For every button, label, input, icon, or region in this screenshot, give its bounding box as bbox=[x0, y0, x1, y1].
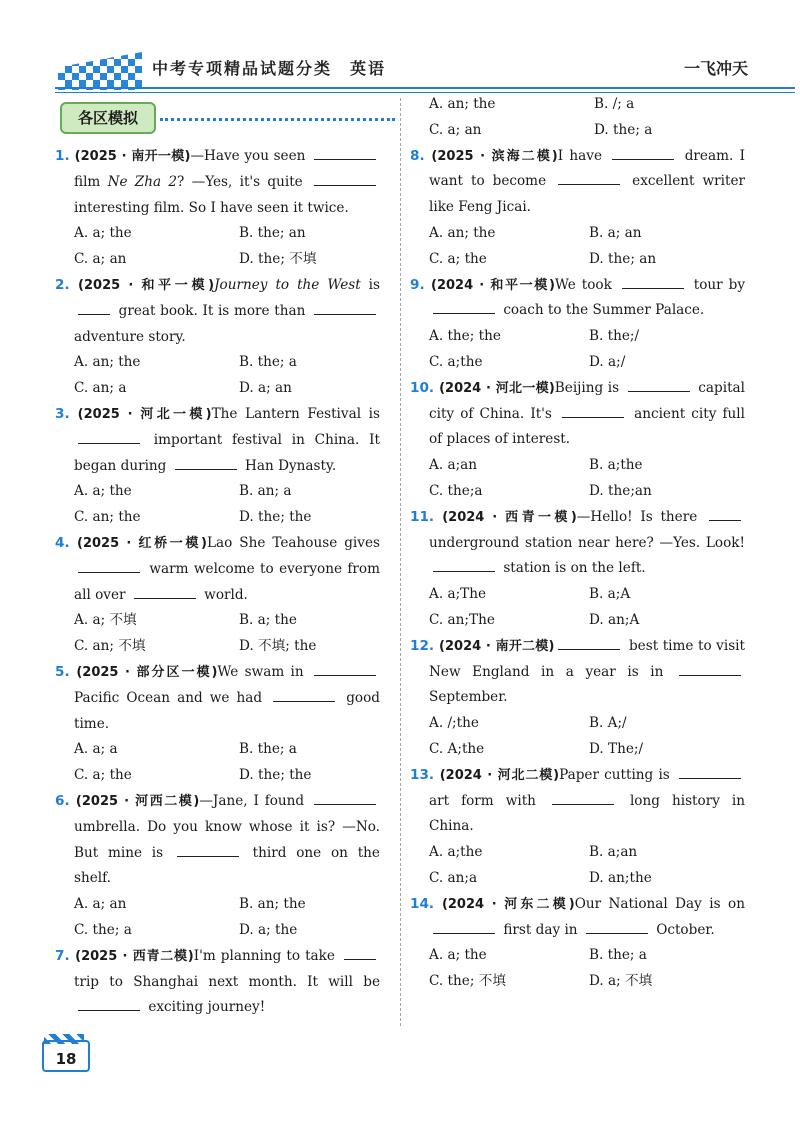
question-source: (2025 · 和平一模) bbox=[78, 277, 215, 293]
option-item: A. a; the bbox=[429, 947, 487, 964]
answer-blank bbox=[433, 570, 495, 572]
answer-blank bbox=[586, 932, 648, 934]
answer-blank bbox=[314, 674, 376, 676]
stem-text: Lao She Teahouse gives bbox=[207, 534, 380, 551]
option-item: C. the;a bbox=[429, 482, 483, 499]
answer-blank bbox=[314, 313, 376, 315]
page-header bbox=[40, 42, 768, 92]
answer-blank bbox=[562, 416, 624, 418]
question-source: (2024 · 南开二模) bbox=[439, 638, 555, 654]
option-item: D. the; an bbox=[589, 250, 657, 267]
book-title bbox=[152, 56, 386, 79]
answer-blank bbox=[344, 958, 376, 960]
options-grid bbox=[55, 350, 380, 402]
question-5 bbox=[55, 660, 380, 789]
option-item: D. the;an bbox=[589, 482, 652, 499]
stem-text: The Lantern Festival is bbox=[211, 405, 380, 422]
option-item: A. a;the bbox=[429, 844, 483, 861]
question-source: (2025 · 部分区一模) bbox=[76, 664, 218, 680]
column-divider bbox=[400, 98, 401, 1026]
answer-blank bbox=[558, 648, 620, 650]
stem-text: Han Dynasty. bbox=[240, 457, 337, 474]
stem-text: —Hello! Is there bbox=[576, 508, 705, 525]
option-item: A. an; the bbox=[429, 224, 496, 241]
stem-text: coach to the Summer Palace. bbox=[499, 302, 705, 319]
stem-text: first day in bbox=[499, 921, 582, 938]
question-number: 13. bbox=[410, 766, 440, 783]
stem-text: umbrella. Do you know whose it is? —No. But mine is bbox=[74, 818, 380, 861]
option-item: D. 不填; the bbox=[239, 638, 317, 655]
stem-text: trip to Shanghai next month. It will be bbox=[74, 973, 380, 990]
question-source: (2024 · 河北一模) bbox=[439, 380, 555, 396]
option-item: C. an; 不填 bbox=[74, 638, 146, 655]
options-grid bbox=[410, 453, 745, 505]
stem-text: interesting film. So I have seen it twice. bbox=[74, 199, 349, 216]
stem-text: Paper cutting is bbox=[559, 766, 675, 783]
option-item: B. a;A bbox=[589, 586, 631, 603]
option-item: C. a; the bbox=[74, 767, 132, 784]
option-item: D. an;the bbox=[589, 869, 652, 886]
question-source: (2025 · 河北一模) bbox=[77, 406, 212, 422]
answer-blank bbox=[78, 313, 110, 315]
option-item: C. an; the bbox=[74, 509, 141, 526]
question-number: 11. bbox=[410, 508, 443, 525]
question-13 bbox=[410, 763, 745, 892]
question-source: (2025 · 南开一模) bbox=[74, 149, 191, 164]
brand-logo: 一飞冲天 bbox=[683, 59, 748, 78]
answer-blank bbox=[175, 468, 237, 470]
question-14 bbox=[410, 892, 745, 995]
question-stem bbox=[55, 944, 380, 1021]
answer-blank bbox=[177, 855, 239, 857]
question-number: 10. bbox=[410, 379, 440, 396]
stem-text: Beijing is bbox=[554, 379, 624, 396]
stem-text: great book. It is more than bbox=[114, 302, 310, 319]
answer-blank bbox=[314, 803, 376, 805]
option-item: A. a; an bbox=[74, 896, 127, 913]
option-item: D. the; the bbox=[239, 767, 312, 784]
answer-blank bbox=[314, 158, 376, 160]
answer-blank bbox=[628, 390, 690, 392]
stem-text: film bbox=[74, 173, 108, 190]
options-grid bbox=[410, 840, 745, 892]
option-item: B. A;/ bbox=[589, 715, 627, 732]
answer-blank bbox=[78, 1009, 140, 1011]
stem-text: We took bbox=[554, 276, 618, 293]
option-item: A. the; the bbox=[429, 328, 501, 345]
section-dots bbox=[160, 108, 395, 121]
left-column bbox=[55, 144, 380, 1021]
option-item: D. the; 不填 bbox=[239, 251, 317, 268]
right-column bbox=[410, 92, 745, 995]
options-grid bbox=[410, 221, 745, 273]
options-grid bbox=[55, 221, 380, 273]
question-12 bbox=[410, 634, 745, 763]
option-item: D. the; the bbox=[239, 509, 312, 526]
stem-text: good time. bbox=[74, 689, 380, 732]
stem-text: I'm planning to take bbox=[193, 947, 341, 964]
answer-blank bbox=[622, 287, 684, 289]
stem-text: third one on the shelf. bbox=[74, 844, 380, 887]
stem-text: world. bbox=[199, 586, 248, 603]
answer-blank bbox=[552, 803, 614, 805]
option-item: B. an; the bbox=[239, 896, 306, 913]
option-item: C. an; a bbox=[74, 380, 127, 397]
question-source: (2025 · 西青二模) bbox=[75, 948, 194, 964]
option-item: D. The;/ bbox=[589, 740, 644, 757]
options-grid bbox=[410, 943, 745, 995]
stem-text: Ne Zha 2 bbox=[107, 173, 178, 190]
question-stem bbox=[55, 660, 380, 737]
option-item: B. a; an bbox=[589, 224, 642, 241]
options-grid bbox=[55, 608, 380, 660]
question-stem bbox=[410, 505, 745, 582]
option-item: A. a;The bbox=[429, 586, 487, 603]
answer-blank bbox=[612, 158, 674, 160]
question-3 bbox=[55, 402, 380, 531]
question-source: (2024 · 和平一模) bbox=[431, 277, 555, 293]
stem-text: ? —Yes, it's quite bbox=[177, 173, 310, 190]
stem-text: important festival in China. It began during bbox=[74, 431, 380, 474]
option-item: D. a; the bbox=[239, 921, 298, 938]
question-number: 1. bbox=[55, 148, 75, 164]
question-number: 5. bbox=[55, 663, 77, 680]
question-source: (2024 · 河东二模) bbox=[441, 896, 575, 912]
question-stem bbox=[55, 144, 380, 221]
options-grid bbox=[55, 892, 380, 944]
question-stem bbox=[410, 763, 745, 840]
answer-blank bbox=[78, 442, 140, 444]
answer-blank bbox=[709, 519, 741, 521]
option-item: B. an; a bbox=[239, 483, 292, 500]
question-stem bbox=[55, 789, 380, 892]
option-item: A. /;the bbox=[429, 715, 479, 732]
question-9 bbox=[410, 273, 745, 376]
stem-text: I have bbox=[557, 147, 609, 164]
question-stem bbox=[55, 531, 380, 608]
option-item: D. an;A bbox=[589, 611, 640, 628]
option-item: A. a;an bbox=[429, 457, 478, 474]
answer-blank bbox=[134, 597, 196, 599]
stem-text: station is on the left. bbox=[499, 560, 646, 577]
stem-text: long history in China. bbox=[429, 792, 745, 835]
checker-logo bbox=[58, 52, 142, 90]
question-6 bbox=[55, 789, 380, 944]
question-number: 6. bbox=[55, 792, 76, 809]
option-item: B. /; a bbox=[594, 96, 635, 112]
question-stem bbox=[55, 402, 380, 479]
stem-text: September. bbox=[429, 689, 508, 706]
option-item: C. an;The bbox=[429, 611, 495, 628]
question-number: 9. bbox=[410, 276, 431, 293]
option-item: C. a;the bbox=[429, 353, 483, 370]
option-item: C. a; an bbox=[74, 251, 127, 268]
stem-text: exciting journey! bbox=[144, 999, 266, 1016]
option-item: A. an; the bbox=[74, 354, 141, 371]
stem-text: excellent writer like Feng Jicai. bbox=[429, 173, 745, 216]
question-stem bbox=[410, 892, 745, 944]
series-title: 中考专项精品试题分类 bbox=[152, 59, 333, 78]
option-item: B. the; a bbox=[239, 354, 297, 371]
question-source: (2025 · 滨海二模) bbox=[431, 148, 558, 164]
options-grid bbox=[55, 737, 380, 789]
options-grid bbox=[410, 711, 745, 763]
question-source: (2024 · 西青一模) bbox=[442, 509, 577, 525]
section-tag: 各区模拟 bbox=[60, 102, 156, 134]
option-item: D. a; 不填 bbox=[589, 973, 653, 990]
options-grid bbox=[410, 324, 745, 376]
header-rule bbox=[55, 87, 795, 89]
option-item: C. the; 不填 bbox=[429, 973, 506, 990]
stem-text: capital city of China. It's bbox=[429, 379, 745, 422]
options-grid bbox=[55, 479, 380, 531]
stem-text: underground station near here? —Yes. Look! bbox=[429, 534, 745, 551]
option-item: A. a; 不填 bbox=[74, 612, 137, 629]
question-stem bbox=[410, 634, 745, 711]
subject-label: 英语 bbox=[350, 59, 387, 78]
page-number: 18 bbox=[42, 1040, 90, 1072]
question-11 bbox=[410, 505, 745, 634]
answer-blank bbox=[558, 183, 620, 185]
option-item: C. an;a bbox=[429, 869, 478, 886]
option-item: B. a;an bbox=[589, 844, 638, 861]
option-item: B. the; a bbox=[239, 741, 297, 758]
answer-blank bbox=[78, 571, 140, 573]
question-8 bbox=[410, 144, 745, 273]
option-item: C. a; an bbox=[429, 121, 482, 138]
question-7 bbox=[55, 944, 380, 1021]
question-number: 3. bbox=[55, 405, 78, 422]
option-item: D. a;/ bbox=[589, 353, 626, 370]
answer-blank bbox=[314, 184, 376, 186]
stem-text: warm welcome to everyone from all over bbox=[74, 560, 380, 603]
options-grid bbox=[410, 92, 745, 144]
option-item: C. A;the bbox=[429, 740, 485, 757]
option-item: C. the; a bbox=[74, 921, 132, 938]
stem-text: ancient city full of places of interest. bbox=[429, 405, 745, 448]
question-source: (2024 · 河北二模) bbox=[439, 767, 560, 783]
stem-text: Pacific Ocean and we had bbox=[74, 689, 270, 706]
question-stem bbox=[410, 144, 745, 221]
question-number: 14. bbox=[410, 895, 442, 912]
option-item: B. the; a bbox=[589, 947, 647, 964]
question-10 bbox=[410, 376, 745, 505]
question-1 bbox=[55, 144, 380, 273]
answer-blank bbox=[273, 700, 335, 702]
answer-blank bbox=[433, 932, 495, 934]
option-item: B. a;the bbox=[589, 457, 643, 474]
question-stem bbox=[55, 273, 380, 350]
options-grid bbox=[410, 582, 745, 634]
stem-text: October. bbox=[651, 921, 715, 938]
question-4 bbox=[55, 531, 380, 660]
stem-text: Our National Day is on bbox=[574, 895, 745, 912]
stem-text: art form with bbox=[429, 792, 548, 809]
option-item: A. a; the bbox=[74, 225, 132, 242]
answer-blank bbox=[679, 777, 741, 779]
stem-text: is bbox=[360, 276, 380, 293]
option-item: B. a; the bbox=[239, 612, 297, 629]
option-item: D. the; a bbox=[594, 121, 653, 138]
question-number: 4. bbox=[55, 534, 78, 551]
option-item: A. an; the bbox=[429, 96, 496, 112]
answer-blank bbox=[433, 312, 495, 314]
option-item: A. a; a bbox=[74, 741, 118, 758]
stem-text: —Jane, I found bbox=[199, 792, 311, 809]
question-source: (2025 · 红桥一模) bbox=[77, 535, 207, 551]
stem-text: tour by bbox=[687, 276, 745, 293]
question-stem bbox=[410, 376, 745, 453]
stem-text: adventure story. bbox=[74, 328, 186, 345]
question-2 bbox=[55, 273, 380, 402]
question-source: (2025 · 河西二模) bbox=[75, 793, 200, 809]
question-number: 7. bbox=[55, 947, 76, 964]
stem-text: best time to visit New England in a year is in bbox=[429, 637, 745, 680]
option-item: C. a; the bbox=[429, 250, 487, 267]
option-item: D. a; an bbox=[239, 380, 292, 397]
stem-text: Journey to the West bbox=[214, 276, 361, 293]
option-item: B. the;/ bbox=[589, 328, 640, 345]
question-number: 12. bbox=[410, 637, 440, 654]
question-number: 8. bbox=[410, 147, 432, 164]
stem-text: We swam in bbox=[217, 663, 310, 680]
question-number: 2. bbox=[55, 276, 79, 293]
question-stem bbox=[410, 273, 745, 325]
option-item: B. the; an bbox=[239, 225, 306, 242]
option-item: A. a; the bbox=[74, 483, 132, 500]
answer-blank bbox=[679, 674, 741, 676]
stem-text: dream. I want to become bbox=[429, 147, 746, 190]
stem-text: —Have you seen bbox=[190, 148, 311, 164]
